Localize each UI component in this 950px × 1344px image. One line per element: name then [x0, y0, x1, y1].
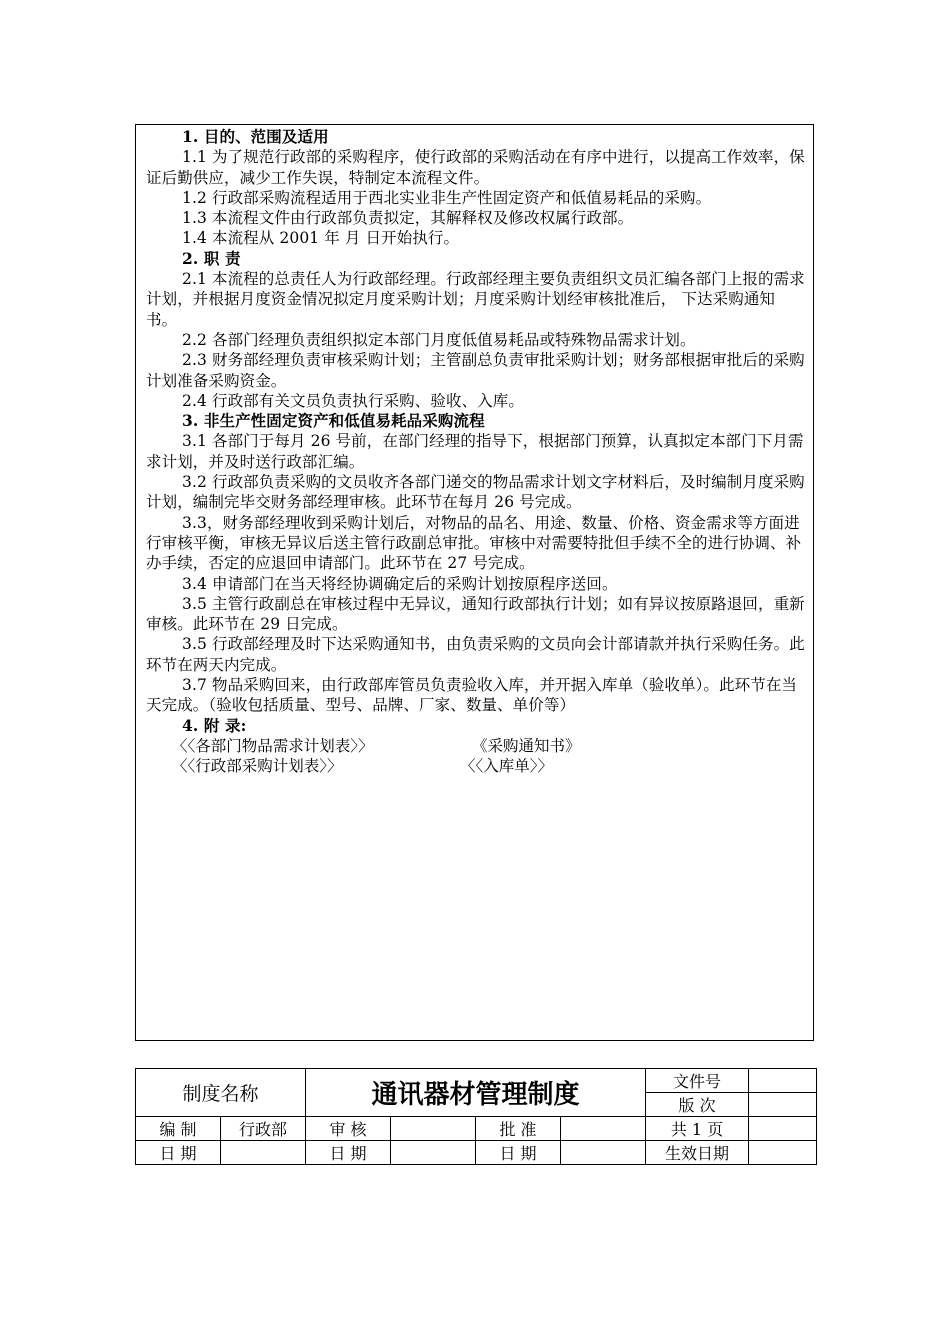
- annex-purchase-notice: 《采购通知书》: [472, 736, 581, 755]
- effective-date-label: 生效日期: [646, 1141, 749, 1165]
- paragraph-3-7: 3.7 物品采购回来，由行政部库管员负责验收入库，并开据入库单（验收单）。此环节在当天完成。（验收包括质量、型号、品牌、厂家、数量、单价等）: [146, 676, 798, 715]
- paragraph-3-3: 3.3，财务部经理收到采购计划后，对物品的品名、用途、数量、价格、资金需求等方面进行审核平衡，审核无异议后送主管行政副总审批。审核中对需要特批但手续不全的进行协调、补办手续，否定的应退回申请部门。此环节在 27 号完成。: [146, 513, 802, 573]
- reviewed-date-label: 日 期: [306, 1141, 391, 1165]
- annex-purchase-plan-form: 〈〈行政部采购计划表〉〉: [172, 757, 343, 776]
- page-count: 共 1 页: [646, 1117, 749, 1141]
- section-1-heading: 1. 目的、范围及适用: [182, 127, 329, 146]
- paragraph-1-3: 1.3 本流程文件由行政部负责拟定，其解释权及修改权属行政部。: [182, 209, 634, 228]
- procedure-text-box: [135, 124, 814, 1041]
- annex-row-1: [146, 736, 805, 756]
- paragraph-1-2: 1.2 行政部采购流程适用于西北实业非生产性固定资产和低值易耗品的采购。: [182, 188, 712, 207]
- version-label: 版 次: [646, 1093, 749, 1117]
- system-title: 通讯器材管理制度: [306, 1069, 646, 1117]
- paragraph-1-1: 1.1 为了规范行政部的采购程序，使行政部的采购活动在有序中进行，以提高工作效率，保证后勤供应，减少工作失误，特制定本流程文件。: [146, 148, 805, 187]
- paragraph-1-4: 1.4 本流程从 2001 年 月 日开始执行。: [182, 229, 460, 248]
- compiled-by-value: 行政部: [221, 1117, 306, 1141]
- doc-number-value: [749, 1069, 817, 1093]
- section-4-heading: 4. 附 录:: [182, 715, 247, 735]
- reviewed-date-value: [391, 1141, 476, 1165]
- paragraph-3-5: 3.5 主管行政副总在审核过程中无异议，通知行政部执行计划；如有异议按原路退回，重新审核。此环节在 29 日完成。: [146, 594, 805, 634]
- page-count-value: [749, 1117, 817, 1141]
- compiled-date-value: [221, 1141, 306, 1165]
- compiled-by-label: 编 制: [136, 1117, 221, 1141]
- paragraph-3-4: 3.4 申请部门在当天将经协调确定后的采购计划按原程序送回。: [182, 574, 618, 593]
- paragraph-2-2: 2.2 各部门经理负责组织拟定本部门月度低值易耗品或特殊物品需求计划。: [182, 330, 696, 349]
- annex-row-2: [146, 756, 805, 776]
- paragraph-3-2: 3.2 行政部负责采购的文员收齐各部门递交的物品需求计划文字材料后，及时编制月度采购计划，编制完毕交财务部经理审核。此环节在每月 26 号完成。: [146, 473, 805, 512]
- annex-demand-plan-form: 〈〈各部门物品需求计划表〉〉: [172, 736, 374, 755]
- effective-date-value: [749, 1141, 817, 1165]
- system-name-label: 制度名称: [136, 1069, 306, 1117]
- section-3-heading: 3. 非生产性固定资产和低值易耗品采购流程: [182, 411, 485, 431]
- paragraph-2-3: 2.3 财务部经理负责审核采购计划；主管副总负责审批采购计划；财务部根据审批后的采购计划准备采购资金。: [146, 351, 805, 390]
- paragraph-3-1: 3.1 各部门于每月 26 号前，在部门经理的指导下，根据部门预算，认真拟定本部门下月需求计划，并及时送行政部汇编。: [146, 432, 804, 471]
- paragraph-2-4: 2.4 行政部有关文员负责执行采购、验收、入库。: [182, 391, 524, 410]
- approved-by-label: 批 准: [476, 1117, 561, 1141]
- approved-date-value: [561, 1141, 646, 1165]
- approved-by-value: [561, 1117, 646, 1141]
- doc-number-label: 文件号: [646, 1069, 749, 1093]
- compiled-date-label: 日 期: [136, 1141, 221, 1165]
- paragraph-3-6: 3.5 行政部经理及时下达采购通知书，由负责采购的文员向会计部请款并执行采购任务。此环节在两天内完成。: [146, 635, 805, 674]
- paragraph-2-1: 2.1 本流程的总责任人为行政部经理。行政部经理主要负责组织文员汇编各部门上报的需求计划，并根据月度资金情况拟定月度采购计划；月度采购计划经审核批准后， 下达采购通知书。: [146, 270, 805, 329]
- approved-date-label: 日 期: [476, 1141, 561, 1165]
- reviewed-by-value: [391, 1117, 476, 1141]
- reviewed-by-label: 审 核: [306, 1117, 391, 1141]
- section-2-heading: 2. 职 责: [182, 248, 241, 268]
- annex-warehouse-receipt: 〈〈入库单〉〉: [460, 757, 554, 776]
- version-value: [749, 1093, 817, 1117]
- document-info-table: [135, 1068, 817, 1165]
